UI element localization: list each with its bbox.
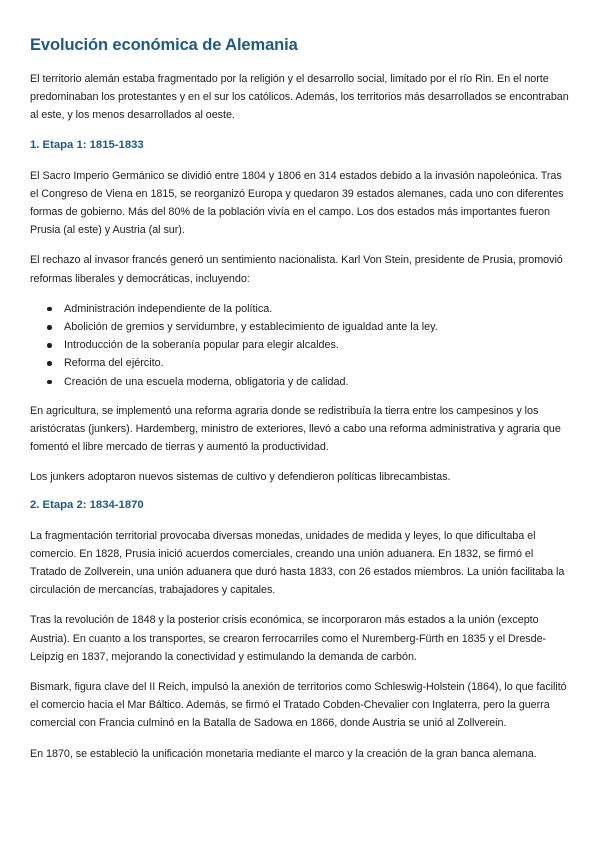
section-2-paragraph-4: En 1870, se estableció la unificación monetaria mediante el marco y la creación de la gran banca alemana. — [30, 747, 537, 760]
section-1-paragraph-2: El rechazo al invasor francés generó un sentimiento nacionalista. Karl Von Stein, presidente de Prusia, promovió reformas liberales y democráticas, incluyendo: — [30, 254, 563, 285]
list-item: Administración independiente de la política. — [30, 300, 569, 318]
section-heading-etapa-2: 2. Etapa 2: 1834-1870 — [30, 498, 144, 511]
reforms-list — [30, 300, 569, 391]
list-item: Reforma del ejército. — [30, 354, 569, 372]
list-item: Introducción de la soberanía popular para elegir alcaldes. — [30, 336, 569, 354]
section-1-paragraph-1: El Sacro Imperio Germánico se dividió entre 1804 y 1806 en 314 estados debido a la invasión napoleónica. Tras el Congreso de Viena en 1815, se reorganizó Europa y quedaron 39 estados alemanes, cada uno con diferentes formas de gobierno. Más del 80% de la población vivía en el campo. Los dos estados más importantes fueron Prusia (al este) y Austria (al sur). — [30, 169, 564, 237]
section-2-paragraph-1: La fragmentación territorial provocaba diversas monedas, unidades de medida y leyes, lo que dificultaba el comercio. En 1828, Prusia inició acuerdos comerciales, creando una unión aduanera. En 1832, se firmó el Tratado de Zollverein, una unión aduanera que duró hasta 1833, con 26 estados miembros. La unión facilitaba la circulación de mercancías, trabajadores y capitales. — [30, 529, 565, 597]
section-heading-etapa-1: 1. Etapa 1: 1815-1833 — [30, 138, 144, 151]
section-1-paragraph-3: En agricultura, se implementó una reforma agraria donde se redistribuía la tierra entre los campesinos y los aristócratas (junkers). Hardemberg, ministro de exteriores, llevó a cabo una reforma administrativa y agraria que fomentó el libre mercado de tierras y aumentó la productividad. — [30, 404, 561, 454]
document-title: Evolución económica de Alemania — [30, 36, 298, 54]
list-item: Abolición de gremios y servidumbre, y establecimiento de igualdad ante la ley. — [30, 318, 569, 336]
section-1-paragraph-4: Los junkers adoptaron nuevos sistemas de cultivo y defendieron políticas librecambistas. — [30, 471, 451, 484]
section-2-paragraph-2: Tras la revolución de 1848 y la posterior crisis económica, se incorporaron más estados a la unión (excepto Austria). En cuanto a los transportes, se crearon ferrocarriles como el Nuremberg-Fürth en 1835 y el Dresde-Leipzig en 1837, mejorando la conectividad y estimulando la demanda de carbón. — [30, 614, 547, 663]
section-2-paragraph-3: Bismark, figura clave del II Reich, impulsó la anexión de territorios como Schleswig-Holstein (1864), lo que facilitó el comercio hacia el Mar Báltico. Además, se firmó el Tratado Cobden-Chevalier con Inglaterra, pero la guerra comercial con Francia culminó en la Batalla de Sadowa en 1866, donde Austria se unió al Zollverein. — [30, 681, 567, 730]
intro-paragraph: El territorio alemán estaba fragmentado por la religión y el desarrollo social, limitado por el río Rin. En el norte predominaban los protestantes y en el sur los católicos. Además, los territorios más desarrollados se encontraban al este, y los menos desarrollados al oeste. — [30, 73, 569, 122]
list-item: Creación de una escuela moderna, obligatoria y de calidad. — [30, 373, 569, 391]
